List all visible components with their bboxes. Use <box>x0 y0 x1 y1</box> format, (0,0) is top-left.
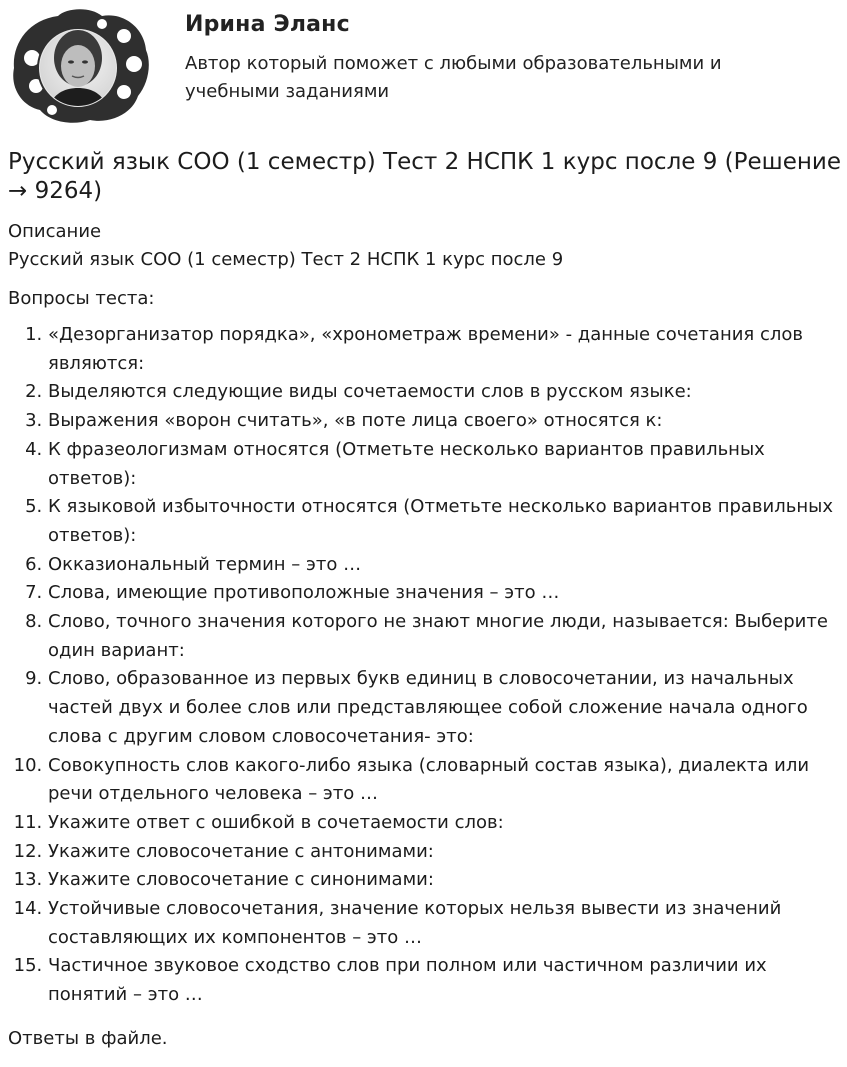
author-header <box>0 0 847 140</box>
author-avatar[interactable] <box>6 6 152 126</box>
question-item: 1. «Дезорганизатор порядка», «хронометраж времени» - данные сочетания слов являются: <box>48 321 843 378</box>
document-content <box>8 148 843 1053</box>
question-item: 6. Окказиональный термин – это … <box>48 551 843 580</box>
author-description: Автор который поможет с любыми образовательными и учебными заданиями <box>185 53 722 102</box>
question-item: 7. Слова, имеющие противоположные значения – это … <box>48 579 843 608</box>
question-item: 12. Укажите словосочетание с антонимами: <box>48 838 843 867</box>
answers-note: Ответы в файле. <box>8 1027 168 1049</box>
question-item: 4. К фразеологизмам относятся (Отметьте несколько вариантов правильных ответов): <box>48 436 843 493</box>
question-item: 10. Совокупность слов какого-либо языка (словарный состав языка), диалекта или речи отдельного человека – это … <box>48 752 843 809</box>
question-item: 5. К языковой избыточности относятся (Отметьте несколько вариантов правильных ответов): <box>48 493 843 550</box>
question-item: 13. Укажите словосочетание с синонимами: <box>48 866 843 895</box>
document-title: Русский язык СОО (1 семестр) Тест 2 НСПК 1 курс после 9 (Решение → 9264) <box>8 149 841 204</box>
film-reel-avatar-icon <box>6 6 152 126</box>
question-item: 3. Выражения «ворон считать», «в поте лица своего» относятся к: <box>48 407 843 436</box>
question-item: 9. Слово, образованное из первых букв единиц в словосочетании, из начальных частей двух и более слов или представляющее собой сложение начала одного слова с другим словом словосочетания- это: <box>48 665 843 751</box>
question-item: 2. Выделяются следующие виды сочетаемости слов в русском языке: <box>48 378 843 407</box>
question-item: 15. Частичное звуковое сходство слов при полном или частичном различии их понятий – это … <box>48 952 843 1009</box>
questions-list <box>8 321 843 1010</box>
question-item: 8. Слово, точного значения которого не знают многие люди, называется: Выберите один вариант: <box>48 608 843 665</box>
question-item: 14. Устойчивые словосочетания, значение которых нельзя вывести из значений составляющих их компонентов – это … <box>48 895 843 952</box>
questions-label: Вопросы теста: <box>8 288 155 309</box>
question-item: 11. Укажите ответ с ошибкой в сочетаемости слов: <box>48 809 843 838</box>
author-name[interactable]: Ирина Эланс <box>185 12 350 37</box>
description-text: Русский язык СОО (1 семестр) Тест 2 НСПК 1 курс после 9 <box>8 249 564 270</box>
description-label: Описание <box>8 221 102 242</box>
